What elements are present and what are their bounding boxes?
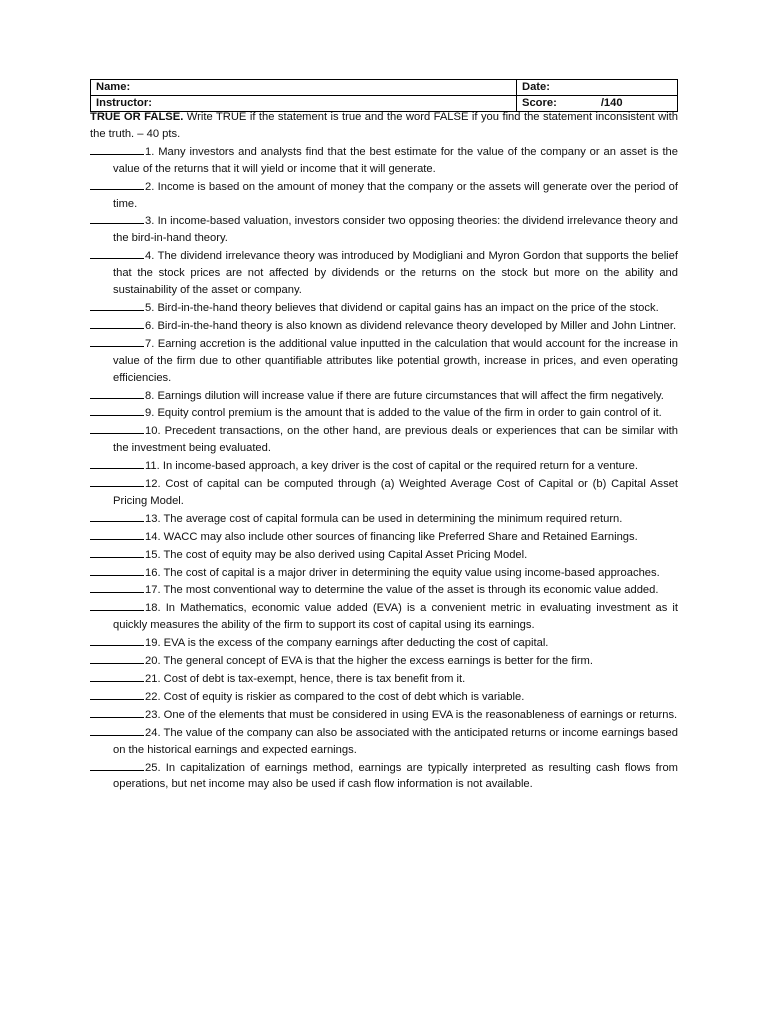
answer-blank[interactable]	[90, 178, 144, 190]
question-item	[90, 688, 678, 706]
question-item	[90, 178, 678, 213]
question-text: Cost of equity is riskier as compared to the cost of debt which is variable.	[163, 690, 525, 703]
answer-blank[interactable]	[90, 422, 144, 434]
question-number: 9.	[145, 407, 155, 420]
answer-blank[interactable]	[90, 387, 144, 399]
answer-blank[interactable]	[90, 510, 144, 522]
answer-blank[interactable]	[90, 634, 144, 646]
question-item	[90, 475, 678, 510]
question-item	[90, 706, 678, 724]
question-text: The cost of capital is a major driver in determining the equity value using income-based approaches.	[163, 566, 660, 579]
answer-blank[interactable]	[90, 688, 144, 700]
question-number: 23.	[145, 708, 161, 721]
answer-blank[interactable]	[90, 652, 144, 664]
question-text: The most conventional way to determine the value of the asset is through its economic value added.	[163, 584, 659, 597]
question-text: The cost of equity may be also derived using Capital Asset Pricing Model.	[163, 548, 528, 561]
question-text: Bird-in-the-hand theory believes that dividend or capital gains has an impact on the price of the stock.	[157, 301, 659, 314]
date-label: Date:	[522, 81, 550, 93]
instructions	[90, 109, 678, 143]
question-number: 14.	[145, 530, 161, 543]
question-number: 4.	[145, 250, 155, 263]
question-item	[90, 759, 678, 794]
question-text: In Mathematics, economic value added (EVA) is a convenient metric in evaluating investment as it quickly measures the ability of the firm to support its cost of capital using its earnings.	[113, 602, 679, 632]
question-item	[90, 317, 678, 335]
question-number: 20.	[145, 655, 161, 668]
question-item	[90, 404, 678, 422]
question-number: 8.	[145, 389, 155, 402]
question-text: Earnings dilution will increase value if there are future circumstances that will affect the firm negatively.	[157, 389, 664, 402]
answer-blank[interactable]	[90, 335, 144, 347]
question-number: 24.	[145, 726, 161, 739]
question-item	[90, 510, 678, 528]
question-text: In income-based valuation, investors consider two opposing theories: the dividend irrelevance theory and the bird-in-hand theory.	[113, 215, 679, 245]
answer-blank[interactable]	[90, 564, 144, 576]
answer-blank[interactable]	[90, 706, 144, 718]
question-number: 11.	[145, 460, 160, 473]
question-number: 12.	[145, 478, 161, 491]
answer-blank[interactable]	[90, 670, 144, 682]
question-item	[90, 546, 678, 564]
question-text: EVA is the excess of the company earnings after deducting the cost of capital.	[163, 637, 549, 650]
answer-blank[interactable]	[90, 599, 144, 611]
question-text: Equity control premium is the amount that is added to the value of the firm in order to gain control of it.	[157, 407, 662, 420]
answer-blank[interactable]	[90, 317, 144, 329]
question-number: 7.	[145, 337, 155, 350]
exam-content	[90, 109, 678, 793]
question-number: 17.	[145, 584, 161, 597]
question-number: 5.	[145, 301, 155, 314]
answer-blank[interactable]	[90, 581, 144, 593]
question-item	[90, 299, 678, 317]
answer-blank[interactable]	[90, 528, 144, 540]
question-number: 1.	[145, 145, 155, 158]
question-item	[90, 652, 678, 670]
question-text: Cost of debt is tax-exempt, hence, there is tax benefit from it.	[163, 673, 466, 685]
question-number: 21.	[145, 673, 161, 685]
question-item	[90, 528, 678, 546]
score-label: Score:	[522, 97, 557, 109]
answer-blank[interactable]	[90, 457, 144, 469]
date-cell[interactable]	[517, 80, 678, 96]
question-item	[90, 670, 678, 688]
answer-blank[interactable]	[90, 212, 144, 224]
answer-blank[interactable]	[90, 546, 144, 558]
question-number: 22.	[145, 690, 161, 703]
name-label: Name:	[96, 81, 131, 93]
answer-blank[interactable]	[90, 724, 144, 736]
question-text: The value of the company can also be associated with the anticipated returns or income earnings based on the historical earnings and expected earnings.	[113, 726, 678, 756]
question-item	[90, 387, 678, 405]
question-item	[90, 335, 678, 387]
question-number: 3.	[145, 215, 155, 228]
question-item	[90, 599, 678, 634]
question-item	[90, 422, 678, 457]
question-item	[90, 143, 678, 178]
question-text: The dividend irrelevance theory was introduced by Modigliani and Myron Gordon that supports the belief that the stock prices are not affected by dividends or the returns on the stock but more on the ability and sustainability of the asset or company.	[113, 250, 679, 297]
question-item	[90, 212, 678, 247]
question-number: 13.	[145, 512, 161, 525]
question-text: In capitalization of earnings method, earnings are typically interpreted as resulting cash flows from operations, but net income may also be used if cash flow information is not available.	[113, 761, 678, 791]
question-item	[90, 247, 678, 299]
score-max: /140	[600, 97, 623, 109]
question-text: Bird-in-the-hand theory is also known as dividend relevance theory developed by Miller and John Lintner.	[157, 319, 677, 332]
name-cell[interactable]	[91, 80, 517, 96]
question-item	[90, 457, 678, 475]
question-text: WACC may also include other sources of financing like Preferred Share and Retained Earnings.	[163, 530, 638, 543]
question-text: The average cost of capital formula can be used in determining the minimum required return.	[163, 512, 623, 525]
question-text: Precedent transactions, on the other hand, are previous deals or experiences that can be similar with the investment being evaluated.	[113, 425, 678, 455]
question-number: 15.	[145, 548, 161, 561]
question-text: Income is based on the amount of money that the company or the assets will generate over the period of time.	[113, 180, 678, 210]
question-text: One of the elements that must be considered in using EVA is the reasonableness of earnings or returns.	[163, 708, 678, 721]
question-item	[90, 724, 678, 759]
question-number: 18.	[145, 602, 161, 615]
answer-blank[interactable]	[90, 759, 144, 771]
answer-blank[interactable]	[90, 475, 144, 487]
question-list	[90, 143, 678, 794]
answer-blank[interactable]	[90, 143, 144, 155]
question-text: Many investors and analysts find that the best estimate for the value of the company or an asset is the value of the returns that it will yield or income that it will generate.	[113, 145, 678, 175]
question-number: 10.	[145, 425, 161, 438]
answer-blank[interactable]	[90, 404, 144, 416]
student-info-table	[90, 79, 678, 112]
answer-blank[interactable]	[90, 247, 144, 259]
question-number: 16.	[145, 566, 161, 579]
question-number: 25.	[145, 761, 161, 774]
instructor-label: Instructor:	[96, 97, 152, 109]
question-number: 6.	[145, 319, 155, 332]
question-item	[90, 634, 678, 652]
question-text: In income-based approach, a key driver is the cost of capital or the required return for a venture.	[162, 460, 638, 473]
question-text: The general concept of EVA is that the higher the excess earnings is better for the firm.	[163, 655, 593, 668]
question-number: 2.	[145, 180, 155, 193]
question-number: 19.	[145, 637, 161, 650]
instructions-text: Write TRUE if the statement is true and the word FALSE if you find the statement inconsistent with the truth. – 40 pts.	[90, 111, 678, 140]
question-text: Cost of capital can be computed through (a) Weighted Average Cost of Capital or (b) Capital Asset Pricing Model.	[113, 478, 678, 507]
question-item	[90, 564, 678, 582]
answer-blank[interactable]	[90, 299, 144, 311]
instructions-lead: TRUE OR FALSE.	[90, 111, 184, 123]
question-text: Earning accretion is the additional value inputted in the calculation that would account for the increase in value of the firm due to other quantifiable attributes like potential growth, increase in prices, and even operating efficiencies.	[113, 337, 678, 384]
question-item	[90, 581, 678, 599]
